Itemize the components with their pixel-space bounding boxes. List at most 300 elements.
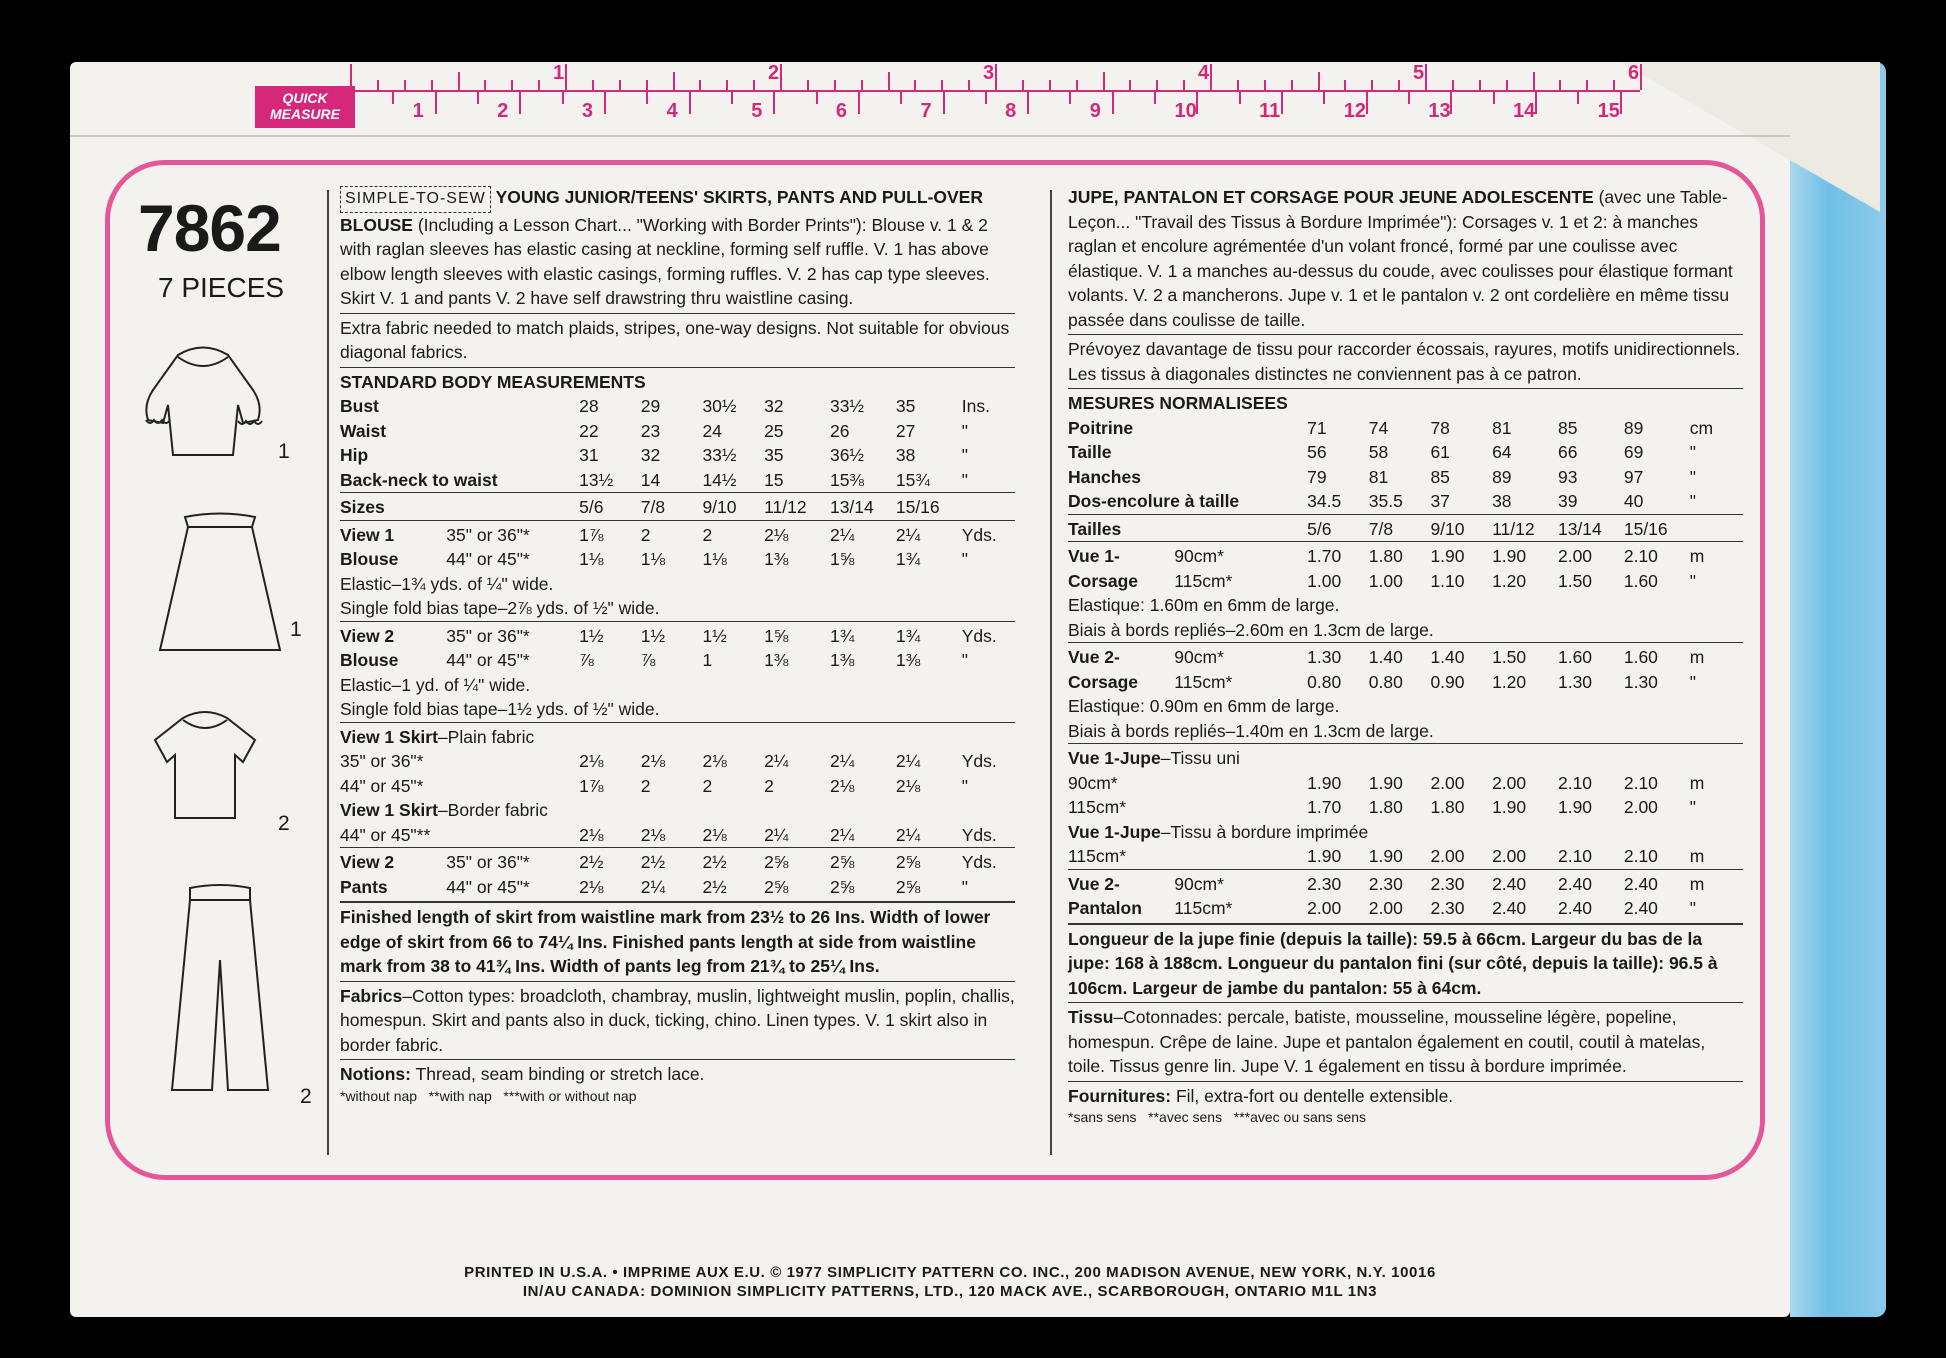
size-value: 2⅝ (829, 876, 855, 897)
size-value: 27 (895, 420, 916, 441)
ruler-tick (1535, 92, 1537, 114)
unit-label: " (961, 876, 968, 897)
ruler-tick (1506, 80, 1508, 90)
ruler-tick (995, 64, 997, 90)
table-note-row (340, 572, 1015, 597)
size-value: 2 (640, 775, 651, 796)
size-value: 2.30 (1430, 898, 1465, 918)
size-value: 1.90 (1307, 772, 1342, 793)
ruler-tick (1069, 92, 1071, 104)
size-value: 2.30 (1430, 873, 1465, 894)
size-value: 2¼ (895, 524, 921, 545)
unit-label (962, 495, 1015, 520)
ruler-tick (968, 80, 970, 90)
size-value: 1.60 (1557, 647, 1593, 667)
size-value: 1.70 (1307, 797, 1342, 817)
size-value: 93 (1557, 466, 1578, 487)
size-label: 13/14 (829, 497, 874, 517)
fabric-width: 44" or 45"* (340, 775, 424, 796)
size-value: 2⅛ (829, 775, 855, 796)
yardage-heading-row (1068, 746, 1743, 771)
size-value: 2¼ (895, 751, 921, 771)
size-value: 85 (1557, 417, 1578, 438)
ruler-cm-label: 7 (920, 100, 932, 122)
size-value: 1⅛ (702, 549, 727, 569)
size-value: 1.90 (1430, 546, 1465, 566)
unit-label (1690, 517, 1743, 542)
view-name: View 2 (340, 852, 395, 872)
ruler-cm-label: 5 (751, 100, 763, 122)
size-value: 1.30 (1557, 671, 1593, 692)
size-value: 35 (764, 445, 784, 465)
size-value: 2.00 (1623, 797, 1658, 817)
size-value: 2.40 (1557, 898, 1593, 918)
size-value: 2½ (702, 852, 727, 872)
ruler-tick (1264, 80, 1266, 90)
size-value: 1.80 (1430, 797, 1465, 817)
ruler-tick (1640, 64, 1642, 90)
size-value: 2.10 (1623, 772, 1658, 793)
size-value: ⅞ (579, 650, 594, 670)
ruler-tick (941, 80, 943, 90)
view-garment: Pants (340, 876, 388, 897)
ruler-tick (1239, 92, 1241, 104)
measurement-row (340, 468, 1015, 493)
size-value: 2½ (640, 852, 666, 872)
ruler-tick (1479, 80, 1481, 90)
yardage-row (1068, 569, 1743, 594)
table-note: Elastic–1¾ yds. of ¼" wide. (340, 573, 554, 594)
table-note: Single fold bias tape–1½ yds. of ½" wide. (340, 699, 660, 719)
ruler-tick (1613, 80, 1615, 90)
unit-label: " (1689, 570, 1696, 591)
fabric-width: 35" or 36"* (446, 524, 530, 545)
size-value: 1⅞ (579, 775, 604, 796)
size-value: 38 (895, 445, 916, 465)
table-note-row (1068, 618, 1743, 643)
yardage-row (1068, 771, 1743, 796)
size-value: 2¼ (764, 824, 789, 845)
size-label: 11/12 (1492, 518, 1535, 539)
unit-label: Yds. (961, 852, 997, 872)
yardage-row (340, 850, 1015, 875)
size-value: 97 (1623, 466, 1644, 487)
english-nap-legend: *without nap **with nap ***with or without nap (340, 1087, 637, 1104)
blouse-view2-sketch (135, 700, 275, 830)
measurement-label: Poitrine (1068, 417, 1134, 438)
fabric-width: 115cm* (1174, 898, 1233, 918)
fabric-width: 44" or 45"* (446, 549, 530, 569)
french-fabrics: –Cotonnades: percale, batiste, mousseline, mousseline légère, popeline, homespun. Crêpe de laine. Jupe et pantalon également en coutil, coutil à matelas, toile. Tissus genre lin. Jupe V. 1 également en tissu à bordure imprimée. (1068, 1007, 1706, 1076)
yardage-row (340, 875, 1015, 900)
size-value: 2⅛ (640, 824, 666, 845)
ruler-tick (1210, 64, 1212, 90)
ruler-tick (1323, 92, 1325, 104)
ruler-inch-label: 2 (768, 62, 780, 84)
ruler-tick (646, 92, 648, 104)
english-extra-fabric: Extra fabric needed to match plaids, stripes, one-way designs. Not suitable for obvious diagonal fabrics. (340, 317, 1010, 362)
yardage-row (340, 523, 1015, 548)
size-value: 2⅝ (764, 876, 789, 897)
size-value: 66 (1557, 442, 1578, 462)
size-value: 78 (1430, 417, 1450, 438)
ruler-tick (673, 72, 675, 90)
ruler-tick (484, 80, 486, 90)
ruler-inch-label: 5 (1413, 62, 1425, 84)
yardage-row (340, 624, 1015, 649)
size-value: 79 (1307, 466, 1327, 487)
unit-label: " (961, 549, 968, 569)
ruler-tick (985, 92, 987, 104)
unit-label: " (961, 420, 968, 441)
view-garment: Blouse (340, 650, 399, 670)
sizes-row (340, 495, 1015, 520)
size-value: 39 (1557, 491, 1578, 511)
size-value: 2 (764, 775, 774, 796)
pattern-pieces: 7 PIECES (158, 272, 285, 303)
unit-label: " (1689, 898, 1696, 918)
ruler-tick (1076, 80, 1078, 90)
french-notions: Fil, extra-fort ou dentelle extensible. (1175, 1085, 1454, 1106)
ruler-tick (807, 80, 809, 90)
ruler-tick (646, 80, 648, 90)
size-value: 23 (640, 420, 661, 441)
unit-label: m (1689, 647, 1705, 667)
ruler-tick (1129, 80, 1131, 90)
yardage-row (1068, 544, 1743, 569)
size-value: 2½ (702, 876, 727, 897)
size-value: 1.30 (1623, 671, 1658, 692)
size-value: 25 (764, 420, 784, 441)
ruler-inch-label: 6 (1628, 62, 1640, 84)
envelope-blue-edge (1790, 62, 1886, 1317)
unit-label: Yds. (961, 524, 997, 545)
pattern-number: 7862 (138, 191, 281, 265)
size-value: 1⅛ (640, 549, 666, 569)
ruler-tick (861, 80, 863, 90)
ruler-tick (1586, 80, 1588, 90)
ruler-tick (404, 80, 406, 90)
quick-measure-badge: QUICK MEASURE (255, 86, 355, 128)
unit-label: m (1689, 546, 1705, 566)
yardage-row (1068, 896, 1743, 921)
table-note-row (1068, 719, 1743, 744)
ruler-tick (538, 80, 540, 90)
measurement-label: Taille (1068, 442, 1112, 462)
size-value: 1.90 (1368, 846, 1403, 866)
ruler-tick (1452, 80, 1454, 90)
table-note: Elastique: 1.60m en 6mm de large. (1068, 595, 1340, 615)
ruler-tick (1620, 92, 1622, 114)
fabric-width: 115cm* (1068, 797, 1127, 817)
size-value: 2⅛ (579, 876, 604, 897)
size-value: 1.70 (1307, 546, 1342, 566)
ruler-cm-label: 1 (412, 100, 424, 122)
size-label: 7/8 (640, 497, 666, 517)
fabric-width: 44" or 45"* (446, 876, 530, 897)
view-garment: Corsage (1068, 570, 1139, 591)
measurement-row (1068, 489, 1743, 514)
french-description: (avec une Table-Leçon... "Travail des Tissus à Bordure Imprimée"): Corsages v. 1 et 2: à manches raglan et encolure agrémentée d'un volant froncé, formé par une coulisse avec élastique. V. 1 a manches au-dessus du coude, avec coulisses pour élastique formant volants. V. 2 a mancherons. Jupe v. 1 et le pantalon v. 2 ont cordelière en même tissu passée dans coulisse de taille. (1068, 187, 1733, 330)
size-value: 2⅝ (895, 876, 921, 897)
ruler-tick (1559, 80, 1561, 90)
yardage-heading-row (340, 798, 1015, 823)
ruler-tick (699, 80, 701, 90)
size-value: 1.60 (1623, 570, 1658, 591)
ruler-tick (773, 92, 775, 114)
sizes-label: Tailles (1068, 518, 1122, 539)
blouse-view1-sketch (128, 335, 278, 465)
table-note-row (1068, 694, 1743, 719)
size-value: 15⅜ (829, 469, 865, 490)
size-value: 1¾ (895, 625, 921, 646)
size-value: 34.5 (1307, 491, 1342, 511)
size-value: 35 (895, 396, 916, 416)
size-value: 1¾ (829, 625, 855, 646)
french-measurements-table (1068, 416, 1743, 921)
yardage-heading-row (1068, 820, 1743, 845)
ruler-tick (1112, 92, 1114, 114)
size-value: 1.00 (1368, 570, 1403, 591)
yardage-heading-row (340, 725, 1015, 750)
ruler-tick (350, 92, 352, 114)
size-value: 89 (1492, 466, 1512, 487)
size-value: 71 (1307, 417, 1327, 438)
ruler-tick (900, 92, 902, 104)
view-name: Vue 1- (1068, 546, 1120, 566)
size-value: 40 (1623, 491, 1644, 511)
size-value: 61 (1430, 442, 1450, 462)
ruler-inch-label: 4 (1198, 62, 1210, 84)
measurement-label: Bust (340, 396, 379, 416)
view-label: 2 (278, 812, 290, 835)
size-value: 15 (764, 469, 784, 490)
unit-label: " (1689, 466, 1696, 487)
yardage-row (340, 648, 1015, 673)
size-value: 2.00 (1307, 898, 1342, 918)
size-value: 2.00 (1557, 546, 1593, 566)
ruler-tick (377, 80, 379, 90)
view-heading: View 1 Skirt–Plain fabric (340, 726, 535, 747)
unit-label: Yds. (961, 824, 997, 845)
measurement-row (1068, 416, 1743, 441)
size-value: 13½ (579, 469, 614, 490)
unit-label: Yds. (961, 625, 997, 646)
fabric-width: 90cm* (1174, 647, 1224, 667)
size-value: 1¾ (895, 549, 921, 569)
size-value: 2.40 (1623, 898, 1658, 918)
quick-measure-ruler (240, 62, 1680, 132)
ruler-tick (477, 92, 479, 104)
size-value: 1.90 (1492, 546, 1527, 566)
fabric-width: 35" or 36"* (446, 625, 530, 646)
sizes-row (1068, 517, 1743, 542)
measurement-label: Dos-encolure à taille (1068, 491, 1240, 511)
measurement-label: Back-neck to waist (340, 469, 498, 490)
ruler-tick (1366, 92, 1368, 114)
measurement-row (1068, 465, 1743, 490)
size-value: 2⅛ (579, 824, 604, 845)
ruler-cm-label: 8 (1005, 100, 1017, 122)
view-label: 1 (278, 440, 290, 463)
size-value: 2¼ (829, 824, 855, 845)
size-value: 2⅝ (895, 852, 921, 872)
french-extra-fabric: Prévoyez davantage de tissu pour raccorder écossais, rayures, motifs unidirectionnels. Les tissus à diagonales distinctes ne conviennent pas à ce patron. (1068, 339, 1741, 384)
ruler-cm-label: 6 (835, 100, 847, 122)
size-value: 29 (640, 396, 661, 416)
size-value: 56 (1307, 442, 1327, 462)
table-note-row (340, 673, 1015, 698)
size-value: 1 (702, 650, 713, 670)
yardage-row (340, 823, 1015, 848)
table-note: Elastique: 0.90m en 6mm de large. (1068, 696, 1340, 716)
size-value: 2.00 (1368, 898, 1403, 918)
ruler-tick (1154, 92, 1156, 104)
ruler-cm-label: 12 (1343, 100, 1366, 122)
french-notions-label: Fournitures: (1068, 1085, 1172, 1106)
ruler-cm-label: 10 (1174, 100, 1197, 122)
ruler-tick (1237, 80, 1239, 90)
size-value: 2.10 (1557, 846, 1593, 866)
ruler-tick (562, 92, 564, 104)
ruler-cm-label: 15 (1597, 100, 1620, 122)
measurement-label: Waist (340, 420, 387, 441)
size-value: 30½ (702, 396, 737, 416)
size-value: 36½ (829, 445, 865, 465)
ruler-tick (1103, 72, 1105, 90)
size-value: 2.40 (1557, 873, 1593, 894)
size-value: 2.00 (1492, 772, 1527, 793)
size-value: 37 (1430, 491, 1450, 511)
ruler-tick (1281, 92, 1283, 114)
size-value: 2.40 (1492, 898, 1527, 918)
ruler-cm-label: 9 (1089, 100, 1101, 122)
size-value: 31 (579, 445, 599, 465)
ruler-tick (1318, 72, 1320, 90)
ruler-tick (914, 80, 916, 90)
ruler-tick (726, 80, 728, 90)
ruler-tick (1291, 80, 1293, 90)
ruler-tick (431, 80, 433, 90)
ruler-tick (943, 92, 945, 114)
column-rule (327, 190, 329, 1155)
table-note: Biais à bords repliés–1.40m en 1.3cm de large. (1068, 720, 1434, 741)
view-name: Vue 2- (1068, 873, 1120, 894)
size-label: 7/8 (1368, 518, 1394, 539)
size-value: 1⅜ (829, 650, 855, 670)
size-label: 13/14 (1557, 518, 1602, 539)
size-value: 2.30 (1368, 873, 1403, 894)
english-title: YOUNG JUNIOR/TEENS' SKIRTS, PANTS AND PULL-OVER BLOUSE (340, 187, 983, 235)
ruler-tick (1183, 80, 1185, 90)
ruler-tick (392, 92, 394, 104)
english-notions: Thread, seam binding or stretch lace. (415, 1064, 705, 1084)
size-value: 1⅛ (579, 549, 604, 569)
skirt-view1-sketch (150, 505, 290, 655)
unit-label: " (961, 469, 968, 490)
size-value: 2.40 (1623, 873, 1658, 894)
pants-view2-sketch (150, 880, 290, 1100)
size-value: 64 (1492, 442, 1512, 462)
size-value: 32 (764, 396, 784, 416)
ruler-tick (1493, 92, 1495, 104)
view-name: View 1 (340, 524, 395, 545)
size-value: 58 (1368, 442, 1389, 462)
size-value: 2.00 (1430, 772, 1465, 793)
ruler-cm-label: 14 (1513, 100, 1536, 122)
ruler-tick (816, 92, 818, 104)
yardage-row (340, 774, 1015, 799)
fabric-width: 115cm* (1174, 570, 1233, 591)
size-value: 2 (702, 524, 713, 545)
size-value: 33½ (829, 396, 865, 416)
ruler-tick (834, 80, 836, 90)
size-value: 1.40 (1430, 647, 1465, 667)
yardage-row (340, 749, 1015, 774)
ruler-cm-label: 13 (1428, 100, 1451, 122)
ruler-inch-label: 1 (553, 62, 565, 84)
size-label: 11/12 (764, 497, 807, 517)
measurement-row (340, 419, 1015, 444)
ruler-tick (604, 92, 606, 114)
english-fabrics: –Cotton types: broadcloth, chambray, muslin, lightweight muslin, poplin, challis, homespun. Skirt and pants also in duck, ticking, chino. Linen types. V. 1 skirt also in border fabric. (340, 985, 1015, 1055)
size-value: 74 (1368, 417, 1389, 438)
size-value: 1⅜ (895, 650, 921, 670)
ruler-cm-label: 2 (497, 100, 509, 122)
size-value: 1⅝ (764, 625, 789, 646)
fabric-width: 90cm* (1068, 772, 1118, 793)
size-value: 1.90 (1368, 772, 1403, 793)
size-value: 2 (702, 775, 713, 796)
french-fabrics-label: Tissu (1068, 1007, 1114, 1027)
view-heading: Vue 1-Jupe–Tissu uni (1068, 748, 1240, 768)
fabric-width: 115cm* (1174, 671, 1233, 692)
size-value: 2 (640, 524, 651, 545)
ruler-tick (519, 92, 521, 114)
size-value: 2⅛ (764, 524, 789, 545)
fabric-width: 90cm* (1174, 546, 1224, 566)
ruler-tick (1344, 80, 1346, 90)
table-note: Elastic–1 yd. of ¼" wide. (340, 674, 531, 695)
size-value: 38 (1492, 491, 1512, 511)
table-note-row (340, 596, 1015, 621)
view-label: 2 (300, 1085, 312, 1108)
size-value: 81 (1368, 466, 1389, 487)
ruler-baseline (350, 90, 1640, 92)
unit-label: " (961, 775, 968, 796)
ruler-tick (689, 92, 691, 114)
french-nap-legend: *sans sens **avec sens ***avec ou sans sens (1068, 1109, 1367, 1125)
size-value: 2.10 (1557, 772, 1593, 793)
size-value: 0.80 (1307, 671, 1342, 692)
size-value: 1⅝ (829, 549, 855, 569)
ruler-tick (458, 72, 460, 90)
fabric-width: 90cm* (1174, 873, 1224, 894)
ruler-tick (1156, 80, 1158, 90)
envelope-fold-line (70, 135, 1790, 137)
view-name: Vue 2- (1068, 647, 1120, 667)
ruler-tick (1450, 92, 1452, 114)
size-value: 33½ (702, 445, 737, 465)
measurement-row (340, 443, 1015, 468)
unit-label: Yds. (961, 751, 997, 771)
size-label: 9/10 (1430, 518, 1465, 539)
ruler-cm-label: 3 (581, 100, 594, 122)
ruler-tick (753, 80, 755, 90)
ruler-inch-label: 3 (983, 62, 995, 84)
size-value: 32 (640, 445, 661, 465)
table-note: Biais à bords repliés–2.60m en 1.3cm de large. (1068, 619, 1434, 640)
